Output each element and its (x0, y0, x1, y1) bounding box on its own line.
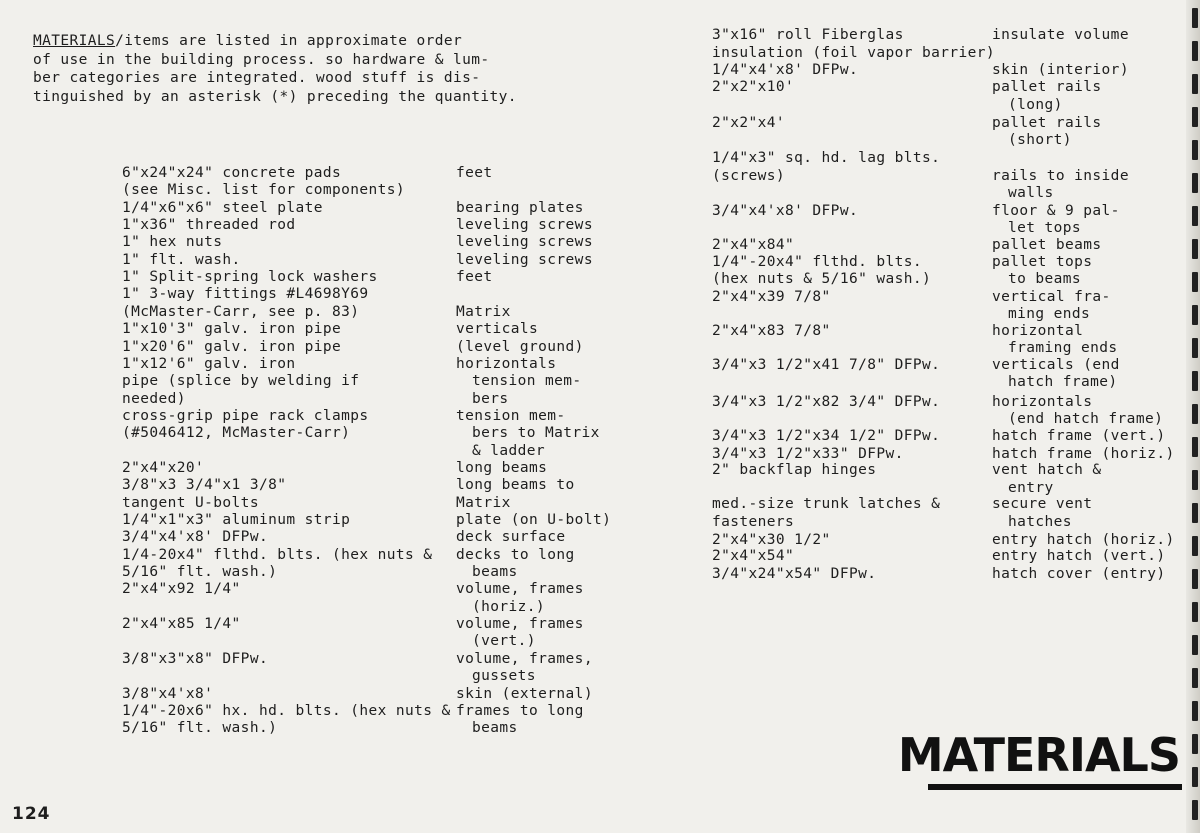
item-use: frames to long (456, 702, 584, 719)
item-use: bers to Matrix (472, 425, 600, 442)
title-underline (928, 784, 1182, 790)
item-description: 2"x4"x92 1/4" (122, 581, 241, 598)
item-description: 1/4"x6"x6" steel plate (122, 199, 323, 216)
item-description: 1/4"x4'x8' DFPw. (712, 62, 859, 78)
binding-ring (1192, 668, 1198, 688)
item-description: 1" Split-spring lock washers (122, 269, 378, 286)
item-description: 2"x4"x54" (712, 548, 795, 564)
item-use: Matrix (456, 303, 511, 320)
item-use: tension mem- (472, 373, 582, 390)
item-description: 3/4"x3 1/2"x34 1/2" DFPw. (712, 428, 941, 444)
item-use: deck surface (456, 529, 566, 546)
intro-lead: MATERIALS (33, 33, 116, 49)
binding-ring (1192, 8, 1198, 28)
item-description: 2" backflap hinges (712, 462, 877, 478)
binding-ring (1192, 635, 1198, 655)
item-use: pallet rails (992, 115, 1102, 131)
binding-ring (1192, 569, 1198, 589)
item-description: pipe (splice by welding if (122, 373, 360, 390)
item-description: 2"x4"x39 7/8" (712, 289, 831, 305)
item-use: let tops (1008, 220, 1082, 236)
item-use: plate (on U-bolt) (456, 512, 612, 528)
item-description: 3/4"x3 1/2"x82 3/4" DFPw. (712, 394, 941, 410)
item-use: rails to inside (992, 168, 1129, 184)
item-use: bearing plates (456, 199, 584, 216)
item-description: fasteners (712, 514, 795, 530)
binding-ring (1192, 239, 1198, 259)
binding-ring (1192, 701, 1198, 721)
item-description: 2"x2"x4' (712, 115, 786, 131)
item-use: skin (interior) (992, 62, 1129, 78)
item-use: pallet tops (992, 254, 1093, 270)
item-description: 2"x4"x30 1/2" (712, 532, 831, 548)
binding-ring (1192, 602, 1198, 622)
item-description: 1/4"-20x6" hx. hd. blts. (hex nuts & (122, 702, 451, 719)
item-use: hatch frame (vert.) (992, 428, 1166, 444)
binding-ring (1192, 206, 1198, 226)
spiral-binding (1186, 0, 1200, 833)
item-description: needed) (122, 390, 186, 407)
item-description: 3/8"x4'x8' (122, 685, 214, 702)
item-use: (long) (1008, 97, 1063, 113)
item-description: 1" flt. wash. (122, 251, 241, 268)
item-description: (hex nuts & 5/16" wash.) (712, 271, 932, 287)
binding-ring (1192, 734, 1198, 754)
item-description: 5/16" flt. wash.) (122, 720, 278, 737)
item-description: 1/4"-20x4" flthd. blts. (712, 254, 922, 270)
section-title: MATERIALS (897, 728, 1180, 782)
item-description: 3"x16" roll Fiberglas (712, 27, 904, 43)
item-description: 2"x4"x84" (712, 237, 795, 253)
item-use: skin (external) (456, 685, 593, 702)
item-description: med.-size trunk latches & (712, 496, 941, 512)
page-number: 124 (12, 804, 51, 824)
item-description: 2"x4"x85 1/4" (122, 616, 241, 633)
item-description: 5/16" flt. wash.) (122, 564, 278, 581)
item-use: framing ends (1008, 340, 1118, 356)
item-description: 1/4"x3" sq. hd. lag blts. (712, 150, 941, 166)
item-use: walls (1008, 185, 1054, 201)
item-use: to beams (1008, 271, 1082, 287)
binding-ring (1192, 404, 1198, 424)
intro-paragraph (33, 32, 553, 106)
binding-ring (1192, 272, 1198, 292)
item-use: secure vent (992, 496, 1093, 512)
item-use: pallet rails (992, 79, 1102, 95)
item-description: cross-grip pipe rack clamps (122, 407, 369, 424)
item-use: horizontals (992, 394, 1093, 410)
item-description: insulation (foil vapor barrier) (712, 45, 996, 61)
item-description: 1/4"x1"x3" aluminum strip (122, 512, 351, 528)
item-use: verticals (456, 321, 539, 338)
item-use: (vert.) (472, 633, 536, 650)
binding-ring (1192, 338, 1198, 358)
item-use: horizontal (992, 323, 1084, 339)
item-use: ming ends (1008, 306, 1091, 322)
item-use: leveling screws (456, 217, 593, 234)
item-description: 3/4"x4'x8' DFPw. (712, 203, 859, 219)
item-description: 3/8"x3 3/4"x1 3/8" (122, 477, 287, 494)
binding-ring (1192, 305, 1198, 325)
item-use: feet (456, 269, 493, 286)
intro-text: /items are listed in approximate order of use in the building process. so hardware & lum- ber categories are integrated. wood stuff is dis- tinguished by an asterisk (*) preceding the quantity. (33, 33, 517, 105)
item-description: 1/4-20x4" flthd. blts. (hex nuts & (122, 546, 433, 563)
binding-ring (1192, 74, 1198, 94)
item-use: floor & 9 pal- (992, 203, 1120, 219)
item-use: long beams to (456, 477, 575, 494)
item-use: hatch cover (entry) (992, 566, 1166, 582)
item-description: 1" 3-way fittings #L4698Y69 (122, 286, 369, 303)
item-description: 2"x4"x83 7/8" (712, 323, 831, 339)
item-use: insulate volume (992, 27, 1129, 43)
item-use: gussets (472, 668, 536, 685)
item-description: 3/4"x3 1/2"x33" DFPw. (712, 446, 904, 462)
item-description: 2"x4"x20' (122, 459, 205, 476)
item-use: leveling screws (456, 251, 593, 268)
item-use: entry hatch (horiz.) (992, 532, 1175, 548)
binding-ring (1192, 371, 1198, 391)
binding-ring (1192, 470, 1198, 490)
item-use: hatch frame (horiz.) (992, 446, 1175, 462)
item-description: 3/8"x3"x8" DFPw. (122, 650, 269, 667)
binding-ring (1192, 107, 1198, 127)
item-description: 2"x2"x10' (712, 79, 795, 95)
item-use: volume, frames (456, 616, 584, 633)
item-use: feet (456, 165, 493, 181)
item-use: entry hatch (vert.) (992, 548, 1166, 564)
item-use: Matrix (456, 494, 511, 511)
item-description: 6"x24"x24" concrete pads (122, 165, 342, 181)
binding-ring (1192, 536, 1198, 556)
item-use: vent hatch & (992, 462, 1102, 478)
item-description: 1"x12'6" galv. iron (122, 355, 296, 372)
item-description: 3/4"x4'x8' DFPw. (122, 529, 269, 546)
binding-ring (1192, 767, 1198, 787)
item-use: & ladder (472, 442, 546, 459)
item-description: (#5046412, McMaster-Carr) (122, 425, 351, 442)
item-description: tangent U-bolts (122, 494, 259, 511)
item-use: volume, frames, (456, 650, 593, 667)
binding-ring (1192, 41, 1198, 61)
item-use: (end hatch frame) (1008, 411, 1164, 427)
item-use: pallet beams (992, 237, 1102, 253)
item-use: tension mem- (456, 407, 566, 424)
binding-ring (1192, 173, 1198, 193)
item-use: beams (472, 564, 518, 581)
item-use: beams (472, 720, 518, 737)
item-description: 1"x20'6" galv. iron pipe (122, 338, 342, 355)
item-description: (screws) (712, 168, 786, 184)
item-description: 3/4"x24"x54" DFPw. (712, 566, 877, 582)
binding-ring (1192, 437, 1198, 457)
binding-ring (1192, 800, 1198, 820)
item-description: 1"x10'3" galv. iron pipe (122, 321, 342, 338)
item-use: bers (472, 390, 509, 407)
item-use: decks to long (456, 546, 575, 563)
item-use: long beams (456, 459, 548, 476)
item-use: (short) (1008, 132, 1072, 148)
item-use: leveling screws (456, 234, 593, 251)
item-use: hatch frame) (1008, 374, 1118, 390)
item-description: 3/4"x3 1/2"x41 7/8" DFPw. (712, 357, 941, 373)
binding-ring (1192, 140, 1198, 160)
item-description: (see Misc. list for components) (122, 182, 406, 199)
item-use: hatches (1008, 514, 1072, 530)
item-use: verticals (end (992, 357, 1120, 373)
item-use: (horiz.) (472, 598, 546, 615)
item-use: entry (1008, 480, 1054, 496)
item-description: 1" hex nuts (122, 234, 223, 251)
item-description: 1"x36" threaded rod (122, 217, 296, 234)
item-use: horizontals (456, 355, 557, 372)
item-use: volume, frames (456, 581, 584, 598)
item-use: vertical fra- (992, 289, 1111, 305)
item-use: (level ground) (456, 338, 584, 355)
item-description: (McMaster-Carr, see p. 83) (122, 303, 360, 320)
binding-ring (1192, 503, 1198, 523)
